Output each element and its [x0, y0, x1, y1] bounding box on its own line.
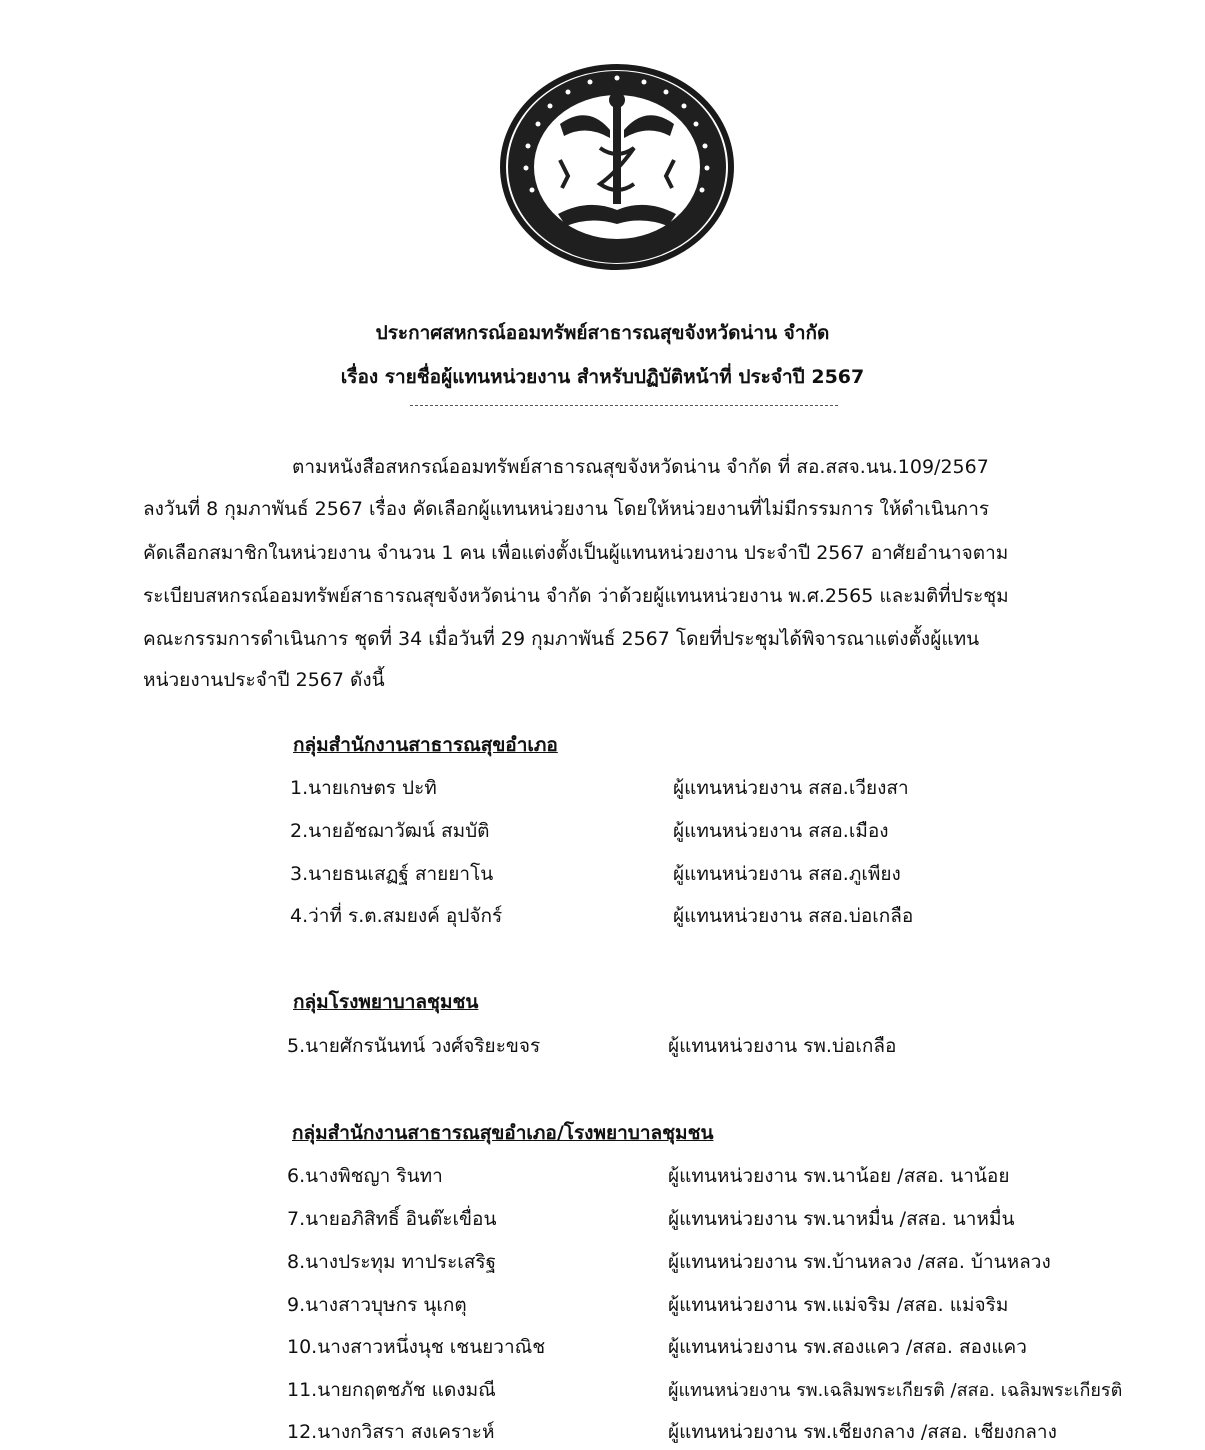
- member-role: ผู้แทนหน่วยงาน รพ.บ่อเกลือ: [668, 1035, 897, 1057]
- member-name: 5.นายศักรนันทน์ วงศ์จริยะขจร: [287, 1035, 541, 1057]
- announcement-subject: เรื่อง รายชื่อผู้แทนหน่วยงาน สำหรับปฏิบัติหน้าที่ ประจำปี 2567: [340, 366, 865, 388]
- member-name: 3.นายธนเสฏฐ์ สายยาโน: [290, 863, 494, 885]
- member-role: ผู้แทนหน่วยงาน สสอ.ภูเพียง: [673, 863, 901, 885]
- member-name: 11.นายกฤตชภัช แดงมณี: [287, 1379, 496, 1401]
- member-role: ผู้แทนหน่วยงาน รพ.บ้านหลวง /สสอ. บ้านหลวง: [668, 1251, 1051, 1273]
- paragraph-line: คัดเลือกสมาชิกในหน่วยงาน จำนวน 1 คน เพื่อแต่งตั้งเป็นผู้แทนหน่วยงาน ประจำปี 2567 อาศัยอำนาจตาม: [143, 542, 1009, 564]
- paragraph-line: ลงวันที่ 8 กุมภาพันธ์ 2567 เรื่อง คัดเลือกผู้แทนหน่วยงาน โดยให้หน่วยงานที่ไม่มีกรรมการ ให้ดำเนินการ: [143, 498, 990, 520]
- divider: [410, 405, 838, 406]
- member-role: ผู้แทนหน่วยงาน รพ.นาหมื่น /สสอ. นาหมื่น: [668, 1208, 1015, 1230]
- group-title: กลุ่มสำนักงานสาธารณสุขอำเภอ: [293, 734, 558, 756]
- member-role: ผู้แทนหน่วยงาน สสอ.เวียงสา: [673, 777, 909, 799]
- member-role: ผู้แทนหน่วยงาน รพ.แม่จริม /สสอ. แม่จริม: [668, 1294, 1009, 1316]
- member-name: 7.นายอภิสิทธิ์ อินต๊ะเขื่อน: [287, 1208, 497, 1230]
- member-name: 12.นางกวิสรา สงเคราะห์: [287, 1421, 495, 1443]
- member-name: 10.นางสาวหนึ่งนุช เชนยวาณิช: [287, 1336, 546, 1358]
- member-name: 2.นายอัชฌาวัฒน์ สมบัติ: [290, 820, 490, 842]
- announcement-title: ประกาศสหกรณ์ออมทรัพย์สาธารณสุขจังหวัดน่าน จำกัด: [375, 322, 830, 344]
- group-title: กลุ่มสำนักงานสาธารณสุขอำเภอ/โรงพยาบาลชุมชน: [292, 1122, 714, 1144]
- cooperative-seal-icon: [498, 64, 736, 270]
- member-role: ผู้แทนหน่วยงาน รพ.เฉลิมพระเกียรติ /สสอ. เฉลิมพระเกียรติ: [668, 1380, 1123, 1401]
- member-name: 1.นายเกษตร ปะทิ: [290, 777, 437, 799]
- member-name: 9.นางสาวบุษกร นุเกตุ: [287, 1294, 467, 1316]
- paragraph-line: คณะกรรมการดำเนินการ ชุดที่ 34 เมื่อวันที่ 29 กุมภาพันธ์ 2567 โดยที่ประชุมได้พิจารณาแต่งตั้งผู้แทน: [143, 628, 980, 650]
- paragraph-line: ระเบียบสหกรณ์ออมทรัพย์สาธารณสุขจังหวัดน่าน จำกัด ว่าด้วยผู้แทนหน่วยงาน พ.ศ.2565 และมติที่ประชุม: [143, 585, 1009, 607]
- member-role: ผู้แทนหน่วยงาน รพ.เชียงกลาง /สสอ. เชียงกลาง: [668, 1421, 1057, 1443]
- paragraph-line: หน่วยงานประจำปี 2567 ดังนี้: [143, 669, 385, 691]
- member-name: 4.ว่าที่ ร.ต.สมยงค์ อุปจักร์: [290, 905, 503, 927]
- paragraph-line: ตามหนังสือสหกรณ์ออมทรัพย์สาธารณสุขจังหวัดน่าน จำกัด ที่ สอ.สสจ.นน.109/2567: [292, 456, 989, 478]
- member-role: ผู้แทนหน่วยงาน สสอ.เมือง: [673, 820, 889, 842]
- member-name: 6.นางพิชญา รินทา: [287, 1165, 443, 1187]
- group-title: กลุ่มโรงพยาบาลชุมชน: [293, 991, 479, 1013]
- cooperative-logo: [498, 64, 736, 270]
- member-role: ผู้แทนหน่วยงาน สสอ.บ่อเกลือ: [673, 905, 914, 927]
- member-name: 8.นางประทุม ทาประเสริฐ: [287, 1251, 497, 1273]
- member-role: ผู้แทนหน่วยงาน รพ.สองแคว /สสอ. สองแคว: [668, 1336, 1027, 1358]
- member-role: ผู้แทนหน่วยงาน รพ.นาน้อย /สสอ. นาน้อย: [668, 1165, 1010, 1187]
